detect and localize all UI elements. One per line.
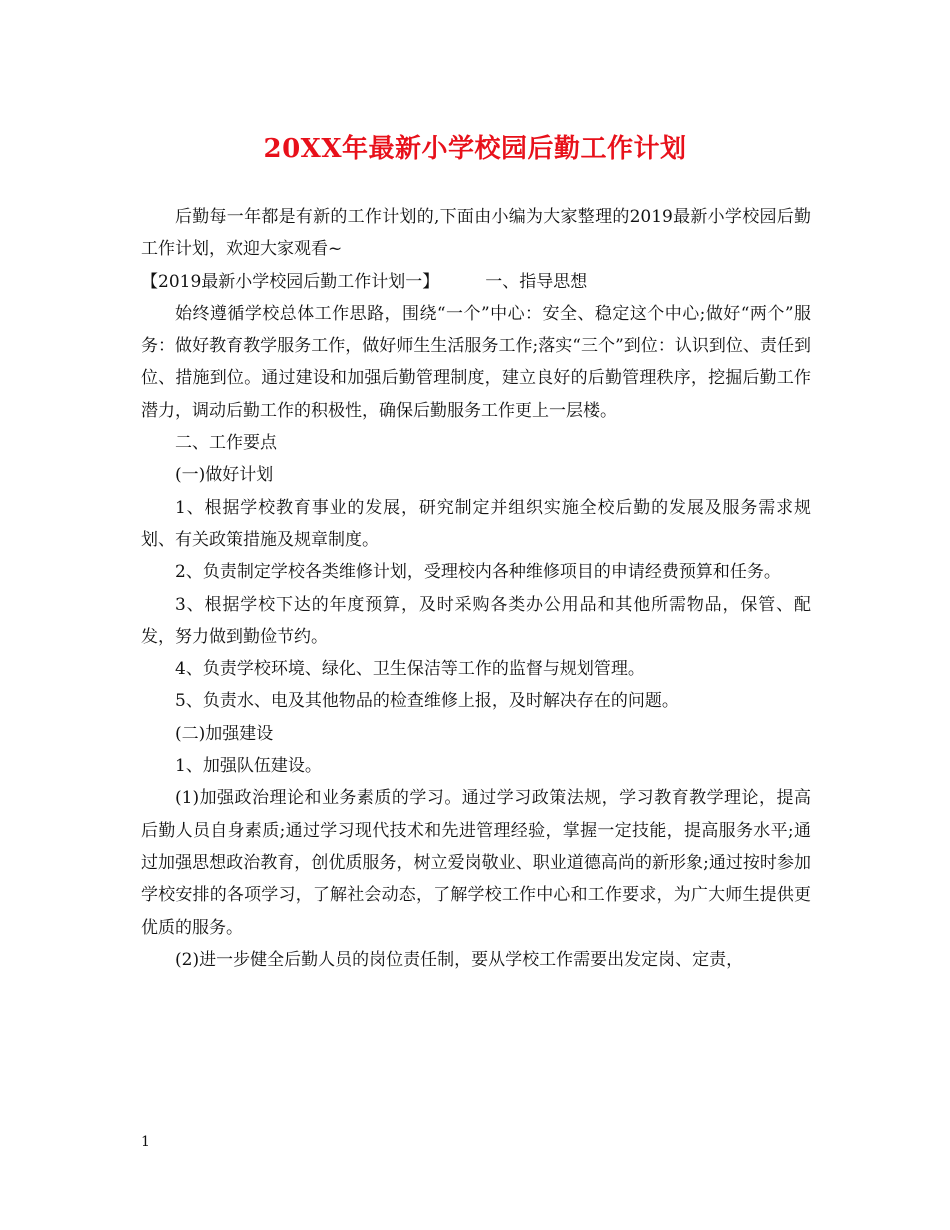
intro-paragraph: 后勤每一年都是有新的工作计划的,下面由小编为大家整理的2019最新小学校园后勤工作计划，欢迎大家观看~ — [141, 207, 811, 260]
plan-heading: 【2019最新小学校园后勤工作计划一】 — [141, 271, 440, 292]
plan-heading-line — [141, 266, 811, 298]
page-number: 1 — [141, 1134, 150, 1150]
item-5: 5、负责水、电及其他物品的检查维修上报，及时解决存在的问题。 — [175, 691, 679, 712]
sub-2-item-1-2: (2)进一步健全后勤人员的岗位责任制，要从学校工作需要出发定岗、定责， — [175, 949, 744, 970]
item-1: 1、根据学校教育事业的发展，研究制定并组织实施全校后勤的发展及服务需求规划、有关政策措施及规章制度。 — [141, 497, 811, 550]
sub-2-item-1: 1、加强队伍建设。 — [175, 756, 322, 777]
item-2: 2、负责制定学校各类维修计划，受理校内各种维修项目的申请经费预算和任务。 — [175, 562, 781, 583]
section-2-heading: 二、工作要点 — [175, 433, 277, 454]
document-body — [141, 201, 811, 976]
sub-1-heading: (一)做好计划 — [175, 465, 274, 486]
item-4: 4、负责学校环境、绿化、卫生保洁等工作的监督与规划管理。 — [175, 659, 645, 680]
sub-2-heading: (二)加强建设 — [175, 723, 274, 744]
section-1-heading: 一、指导思想 — [485, 271, 588, 292]
section-1-body: 始终遵循学校总体工作思路，围绕“一个”中心：安全、稳定这个中心;做好“两个”服务：做好教育教学服务工作，做好师生生活服务工作;落实“三个”到位：认识到位、责任到位、措施到位。通过建设和加强后勤管理制度，建立良好的后勤管理秩序，挖掘后勤工作潜力，调动后勤工作的积极性，确保后勤服务工作更上一层楼。 — [141, 303, 811, 421]
item-3: 3、根据学校下达的年度预算，及时采购各类办公用品和其他所需物品，保管、配发，努力做到勤俭节约。 — [141, 594, 811, 647]
sub-2-item-1-1: (1)加强政治理论和业务素质的学习。通过学习政策法规，学习教育教学理论，提高后勤人员自身素质;通过学习现代技术和先进管理经验，掌握一定技能，提高服务水平;通过加强思想政治教育，创优质服务，树立爱岗敬业、职业道德高尚的新形象;通过按时参加学校安排的各项学习，了解社会动态，了解学校工作中心和工作要求，为广大师生提供更优质的服务。 — [141, 788, 811, 938]
document-title: 20XX年最新小学校园后勤工作计划 — [263, 134, 687, 164]
